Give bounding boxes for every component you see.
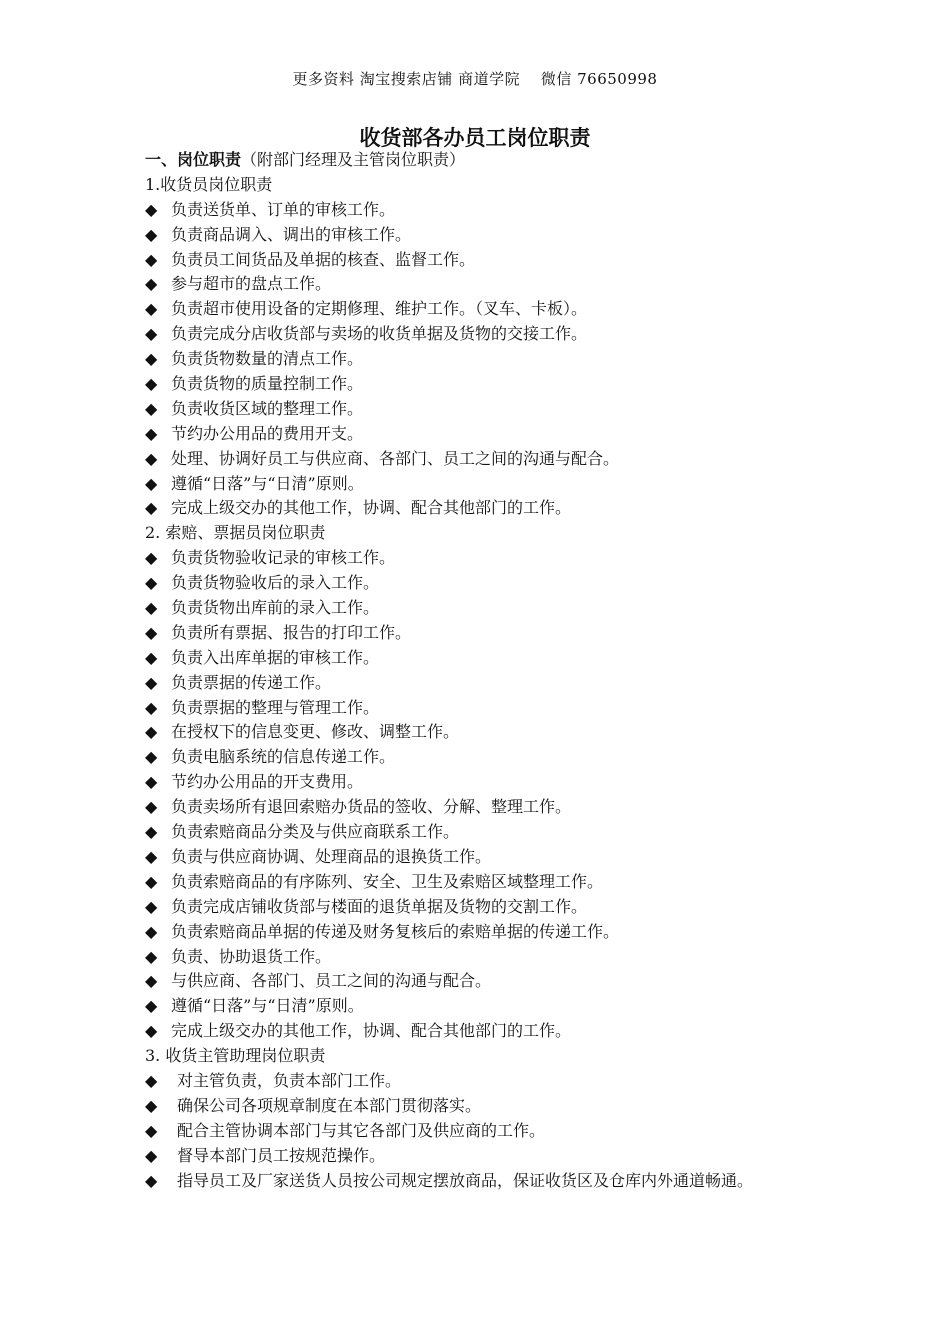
list-item	[145, 422, 825, 447]
list-item-text: 负责超市使用设备的定期修理、维护工作。（叉车、卡板）。	[171, 299, 588, 319]
list-item	[145, 671, 825, 696]
document-body	[145, 148, 825, 1193]
list-item	[145, 1169, 825, 1194]
list-item-text: 在授权下的信息变更、修改、调整工作。	[171, 722, 460, 742]
diamond-bullet-icon: ◆	[145, 647, 158, 667]
diamond-bullet-icon: ◆	[145, 423, 158, 443]
list-item-text: 负责、协助退货工作。	[171, 946, 332, 966]
list-item-text: 遵循“日落”与“日清”原则。	[171, 996, 364, 1016]
diamond-bullet-icon: ◆	[145, 398, 158, 418]
role-heading-1: 1.收货员岗位职责	[145, 174, 273, 194]
section-heading-bold: 一、岗位职责	[145, 150, 242, 169]
list-item	[145, 322, 825, 347]
list-item-text: 遵循“日落”与“日清”原则。	[171, 473, 364, 493]
list-item	[145, 397, 825, 422]
diamond-bullet-icon: ◆	[145, 971, 158, 991]
list-item-text: 负责所有票据、报告的打印工作。	[171, 622, 412, 642]
diamond-bullet-icon: ◆	[145, 548, 158, 568]
list-item-text: 负责入出库单据的审核工作。	[171, 647, 380, 667]
diamond-bullet-icon: ◆	[145, 598, 158, 618]
list-item	[145, 994, 825, 1019]
list-item-text: 负责电脑系统的信息传递工作。	[171, 747, 396, 767]
list-item	[145, 820, 825, 845]
list-item-text: 负责完成分店收货部与卖场的收货单据及货物的交接工作。	[171, 324, 588, 344]
section-heading-note: （附部门经理及主管岗位职责）	[241, 150, 466, 169]
list-item	[145, 198, 825, 223]
list-item	[145, 945, 825, 970]
list-item-text: 完成上级交办的其他工作，协调、配合其他部门的工作。	[171, 498, 572, 518]
list-item-text: 与供应商、各部门、员工之间的沟通与配合。	[171, 971, 492, 991]
diamond-bullet-icon: ◆	[145, 374, 158, 394]
list-item-text: 负责票据的传递工作。	[171, 672, 332, 692]
diamond-bullet-icon: ◆	[145, 1120, 158, 1140]
diamond-bullet-icon: ◆	[145, 1170, 158, 1190]
list-item	[145, 546, 825, 571]
diamond-bullet-icon: ◆	[145, 274, 158, 294]
list-item	[145, 1019, 825, 1044]
diamond-bullet-icon: ◆	[145, 473, 158, 493]
list-item-text: 负责货物的质量控制工作。	[171, 374, 364, 394]
list-item	[145, 1119, 825, 1144]
list-item-text: 完成上级交办的其他工作，协调、配合其他部门的工作。	[171, 1021, 572, 1041]
diamond-bullet-icon: ◆	[145, 249, 158, 269]
list-item	[145, 496, 825, 521]
list-item-text: 负责索赔商品的有序陈列、安全、卫生及索赔区域整理工作。	[171, 871, 604, 891]
list-item-text: 对主管负责，负责本部门工作。	[177, 1070, 402, 1090]
list-item	[145, 1144, 825, 1169]
list-item-text: 负责货物数量的清点工作。	[171, 349, 364, 369]
list-item	[145, 845, 825, 870]
list-item	[145, 223, 825, 248]
list-item-text: 负责索赔商品分类及与供应商联系工作。	[171, 822, 460, 842]
list-item-text: 负责商品调入、调出的审核工作。	[171, 224, 412, 244]
diamond-bullet-icon: ◆	[145, 299, 158, 319]
diamond-bullet-icon: ◆	[145, 1095, 158, 1115]
header-note: 更多资料 淘宝搜索店铺 商道学院 微信 76650998	[292, 70, 658, 88]
list-item-text: 节约办公用品的开支费用。	[171, 772, 364, 792]
list-item	[145, 646, 825, 671]
diamond-bullet-icon: ◆	[145, 722, 158, 742]
list-item	[145, 272, 825, 297]
list-item	[145, 870, 825, 895]
diamond-bullet-icon: ◆	[145, 921, 158, 941]
diamond-bullet-icon: ◆	[145, 797, 158, 817]
list-item	[145, 920, 825, 945]
list-item	[145, 696, 825, 721]
section-heading-1	[145, 148, 825, 173]
diamond-bullet-icon: ◆	[145, 498, 158, 518]
list-item	[145, 447, 825, 472]
diamond-bullet-icon: ◆	[145, 747, 158, 767]
diamond-bullet-icon: ◆	[145, 946, 158, 966]
diamond-bullet-icon: ◆	[145, 1021, 158, 1041]
list-item	[145, 720, 825, 745]
role-heading-3: 3. 收货主管助理岗位职责	[145, 1046, 326, 1066]
diamond-bullet-icon: ◆	[145, 1070, 158, 1090]
diamond-bullet-icon: ◆	[145, 448, 158, 468]
diamond-bullet-icon: ◆	[145, 822, 158, 842]
list-item	[145, 248, 825, 273]
list-item-text: 配合主管协调本部门与其它各部门及供应商的工作。	[177, 1120, 546, 1140]
list-item	[145, 347, 825, 372]
list-item	[145, 745, 825, 770]
list-item-text: 负责票据的整理与管理工作。	[171, 697, 380, 717]
list-item-text: 督导本部门员工按规范操作。	[177, 1145, 386, 1165]
diamond-bullet-icon: ◆	[145, 324, 158, 344]
diamond-bullet-icon: ◆	[145, 199, 158, 219]
document-title: 收货部各办员工岗位职责	[359, 126, 591, 150]
list-item-text: 指导员工及厂家送货人员按公司规定摆放商品，保证收货区及仓库内外通道畅通。	[177, 1170, 754, 1190]
list-item	[145, 969, 825, 994]
diamond-bullet-icon: ◆	[145, 996, 158, 1016]
list-item-text: 节约办公用品的费用开支。	[171, 423, 364, 443]
diamond-bullet-icon: ◆	[145, 846, 158, 866]
diamond-bullet-icon: ◆	[145, 697, 158, 717]
list-item	[145, 795, 825, 820]
list-item-text: 负责货物出库前的录入工作。	[171, 598, 380, 618]
list-item-text: 负责完成店铺收货部与楼面的退货单据及货物的交割工作。	[171, 896, 588, 916]
list-item	[145, 621, 825, 646]
list-item-text: 负责与供应商协调、处理商品的退换货工作。	[171, 846, 492, 866]
list-item-text: 负责货物验收记录的审核工作。	[171, 548, 396, 568]
diamond-bullet-icon: ◆	[145, 871, 158, 891]
list-item-text: 参与超市的盘点工作。	[171, 274, 332, 294]
diamond-bullet-icon: ◆	[145, 672, 158, 692]
diamond-bullet-icon: ◆	[145, 622, 158, 642]
list-item-text: 负责卖场所有退回索赔办货品的签收、分解、整理工作。	[171, 797, 572, 817]
list-item	[145, 596, 825, 621]
diamond-bullet-icon: ◆	[145, 349, 158, 369]
role-heading-2: 2. 索赔、票据员岗位职责	[145, 523, 326, 543]
diamond-bullet-icon: ◆	[145, 772, 158, 792]
roles-container	[145, 173, 825, 1194]
list-item-text: 确保公司各项规章制度在本部门贯彻落实。	[177, 1095, 482, 1115]
list-item	[145, 1094, 825, 1119]
diamond-bullet-icon: ◆	[145, 1145, 158, 1165]
diamond-bullet-icon: ◆	[145, 896, 158, 916]
list-item-text: 处理、协调好员工与供应商、各部门、员工之间的沟通与配合。	[171, 448, 620, 468]
list-item	[145, 1069, 825, 1094]
list-item	[145, 297, 825, 322]
list-item	[145, 895, 825, 920]
diamond-bullet-icon: ◆	[145, 224, 158, 244]
list-item	[145, 770, 825, 795]
list-item-text: 负责送货单、订单的审核工作。	[171, 199, 396, 219]
list-item-text: 负责索赔商品单据的传递及财务复核后的索赔单据的传递工作。	[171, 921, 620, 941]
list-item	[145, 472, 825, 497]
list-item-text: 负责货物验收后的录入工作。	[171, 573, 380, 593]
list-item	[145, 372, 825, 397]
list-item-text: 负责员工间货品及单据的核查、监督工作。	[171, 249, 476, 269]
list-item-text: 负责收货区域的整理工作。	[171, 398, 364, 418]
diamond-bullet-icon: ◆	[145, 573, 158, 593]
list-item	[145, 571, 825, 596]
